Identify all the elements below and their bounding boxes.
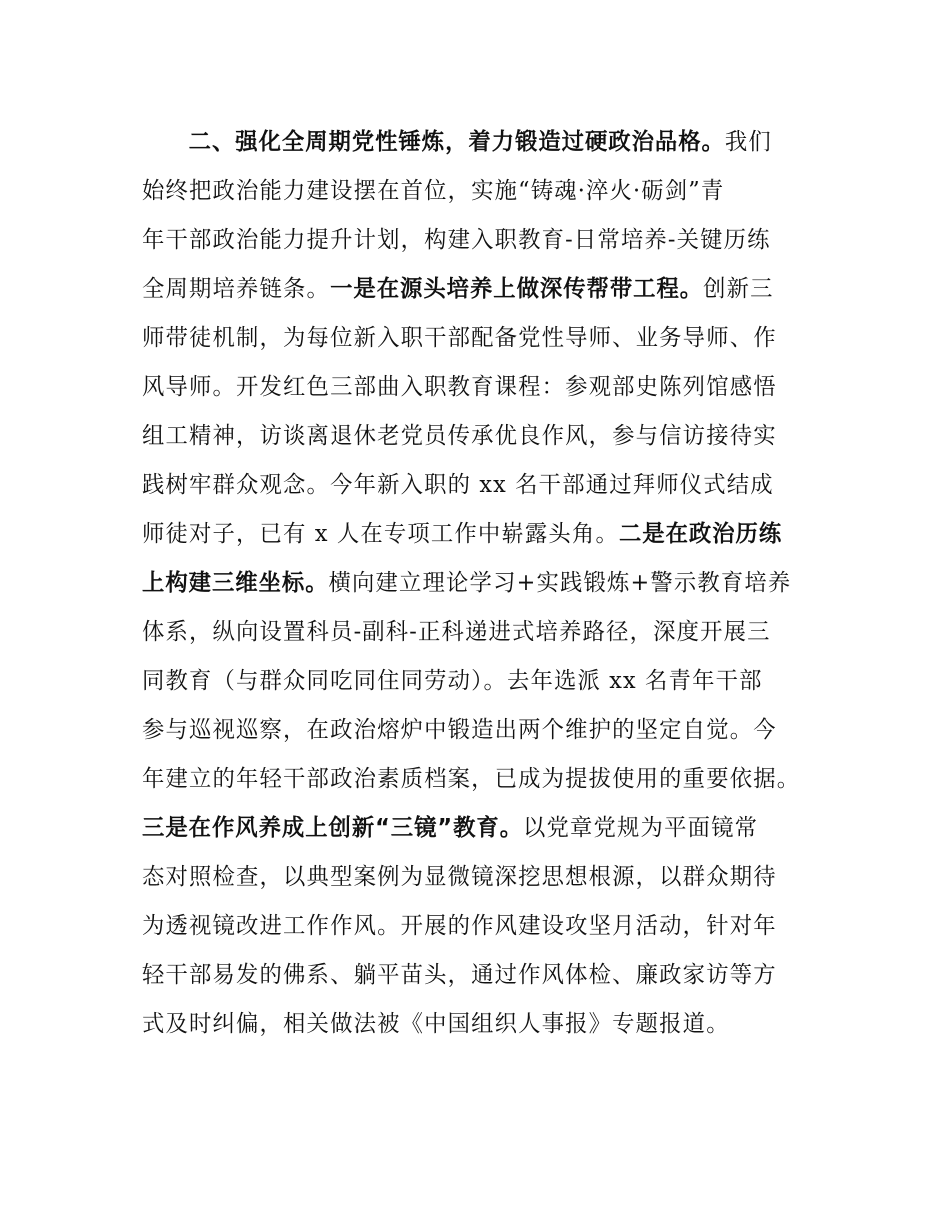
text-run: 践树牢群众观念。今年新入职的 xx 名干部通过拜师仪式结成	[142, 472, 774, 498]
text-run: 为透视镜改进工作作风。开展的作风建设攻坚月活动，针对年	[142, 913, 777, 939]
text-line	[142, 265, 822, 314]
text-run: 师带徒机制，为每位新入职干部配备党性导师、业务导师、作	[142, 325, 777, 351]
text-line	[142, 608, 822, 657]
bold-text-run: 三是在作风养成上创新“三镜”教育。	[142, 815, 524, 841]
text-line	[142, 461, 822, 510]
text-line	[142, 657, 822, 706]
text-line	[142, 853, 822, 902]
text-run: 态对照检查，以典型案例为显微镜深挖思想根源，以群众期待	[142, 864, 777, 890]
text-line	[142, 363, 822, 412]
text-run: 风导师。开发红色三部曲入职教育课程：参观部史陈列馆感悟	[142, 374, 777, 400]
text-run: 组工精神，访谈离退休老党员传承优良作风，参与信访接待实	[142, 423, 777, 449]
text-line	[142, 706, 822, 755]
text-run: 横向建立理论学习+实践锻炼+警示教育培养	[328, 570, 792, 596]
text-line	[142, 510, 822, 559]
text-line	[142, 118, 822, 167]
text-run: 参与巡视巡察，在政治熔炉中锻造出两个维护的坚定自觉。今	[142, 717, 777, 743]
text-run: 式及时纠偏，相关做法被《中国组织人事报》专题报道。	[142, 1011, 730, 1037]
text-run: 全周期培养链条。	[142, 276, 331, 302]
text-line	[142, 902, 822, 951]
bold-text-run: 一是在源头培养上做深传帮带工程。	[330, 276, 704, 302]
text-run: 创新三	[703, 276, 774, 302]
bold-text-run: 二是在政治历练	[618, 521, 783, 547]
text-line	[142, 167, 822, 216]
text-run: 年干部政治能力提升计划，构建入职教育-日常培养-关键历练	[142, 227, 771, 253]
text-run: 始终把政治能力建设摆在首位，实施“铸魂·淬火·砺剑”青	[142, 178, 725, 204]
text-line	[142, 216, 822, 265]
text-line	[142, 314, 822, 363]
text-line	[142, 412, 822, 461]
text-line	[142, 951, 822, 1000]
bold-text-run: 二、强化全周期党性锤炼，着力锻造过硬政治品格。	[142, 129, 725, 155]
text-run: 同教育（与群众同吃同住同劳动）。去年选派 xx 名青年干部	[142, 668, 763, 694]
text-run: 年建立的年轻干部政治素质档案，已成为提拔使用的重要依据。	[142, 766, 801, 792]
text-line	[142, 1000, 822, 1049]
text-run: 我们	[724, 129, 772, 155]
text-run: 轻干部易发的佛系、躺平苗头，通过作风体检、廉政家访等方	[142, 962, 777, 988]
document-body	[142, 118, 842, 1049]
text-run: 师徒对子，已有 x 人在专项工作中崭露头角。	[142, 521, 619, 547]
text-line	[142, 804, 822, 853]
text-line	[142, 755, 822, 804]
text-line	[142, 559, 822, 608]
text-run: 体系，纵向设置科员-副科-正科递进式培养路径，深度开展三	[142, 619, 771, 645]
bold-text-run: 上构建三维坐标。	[142, 570, 329, 596]
text-run: 以党章党规为平面镜常	[523, 815, 759, 841]
